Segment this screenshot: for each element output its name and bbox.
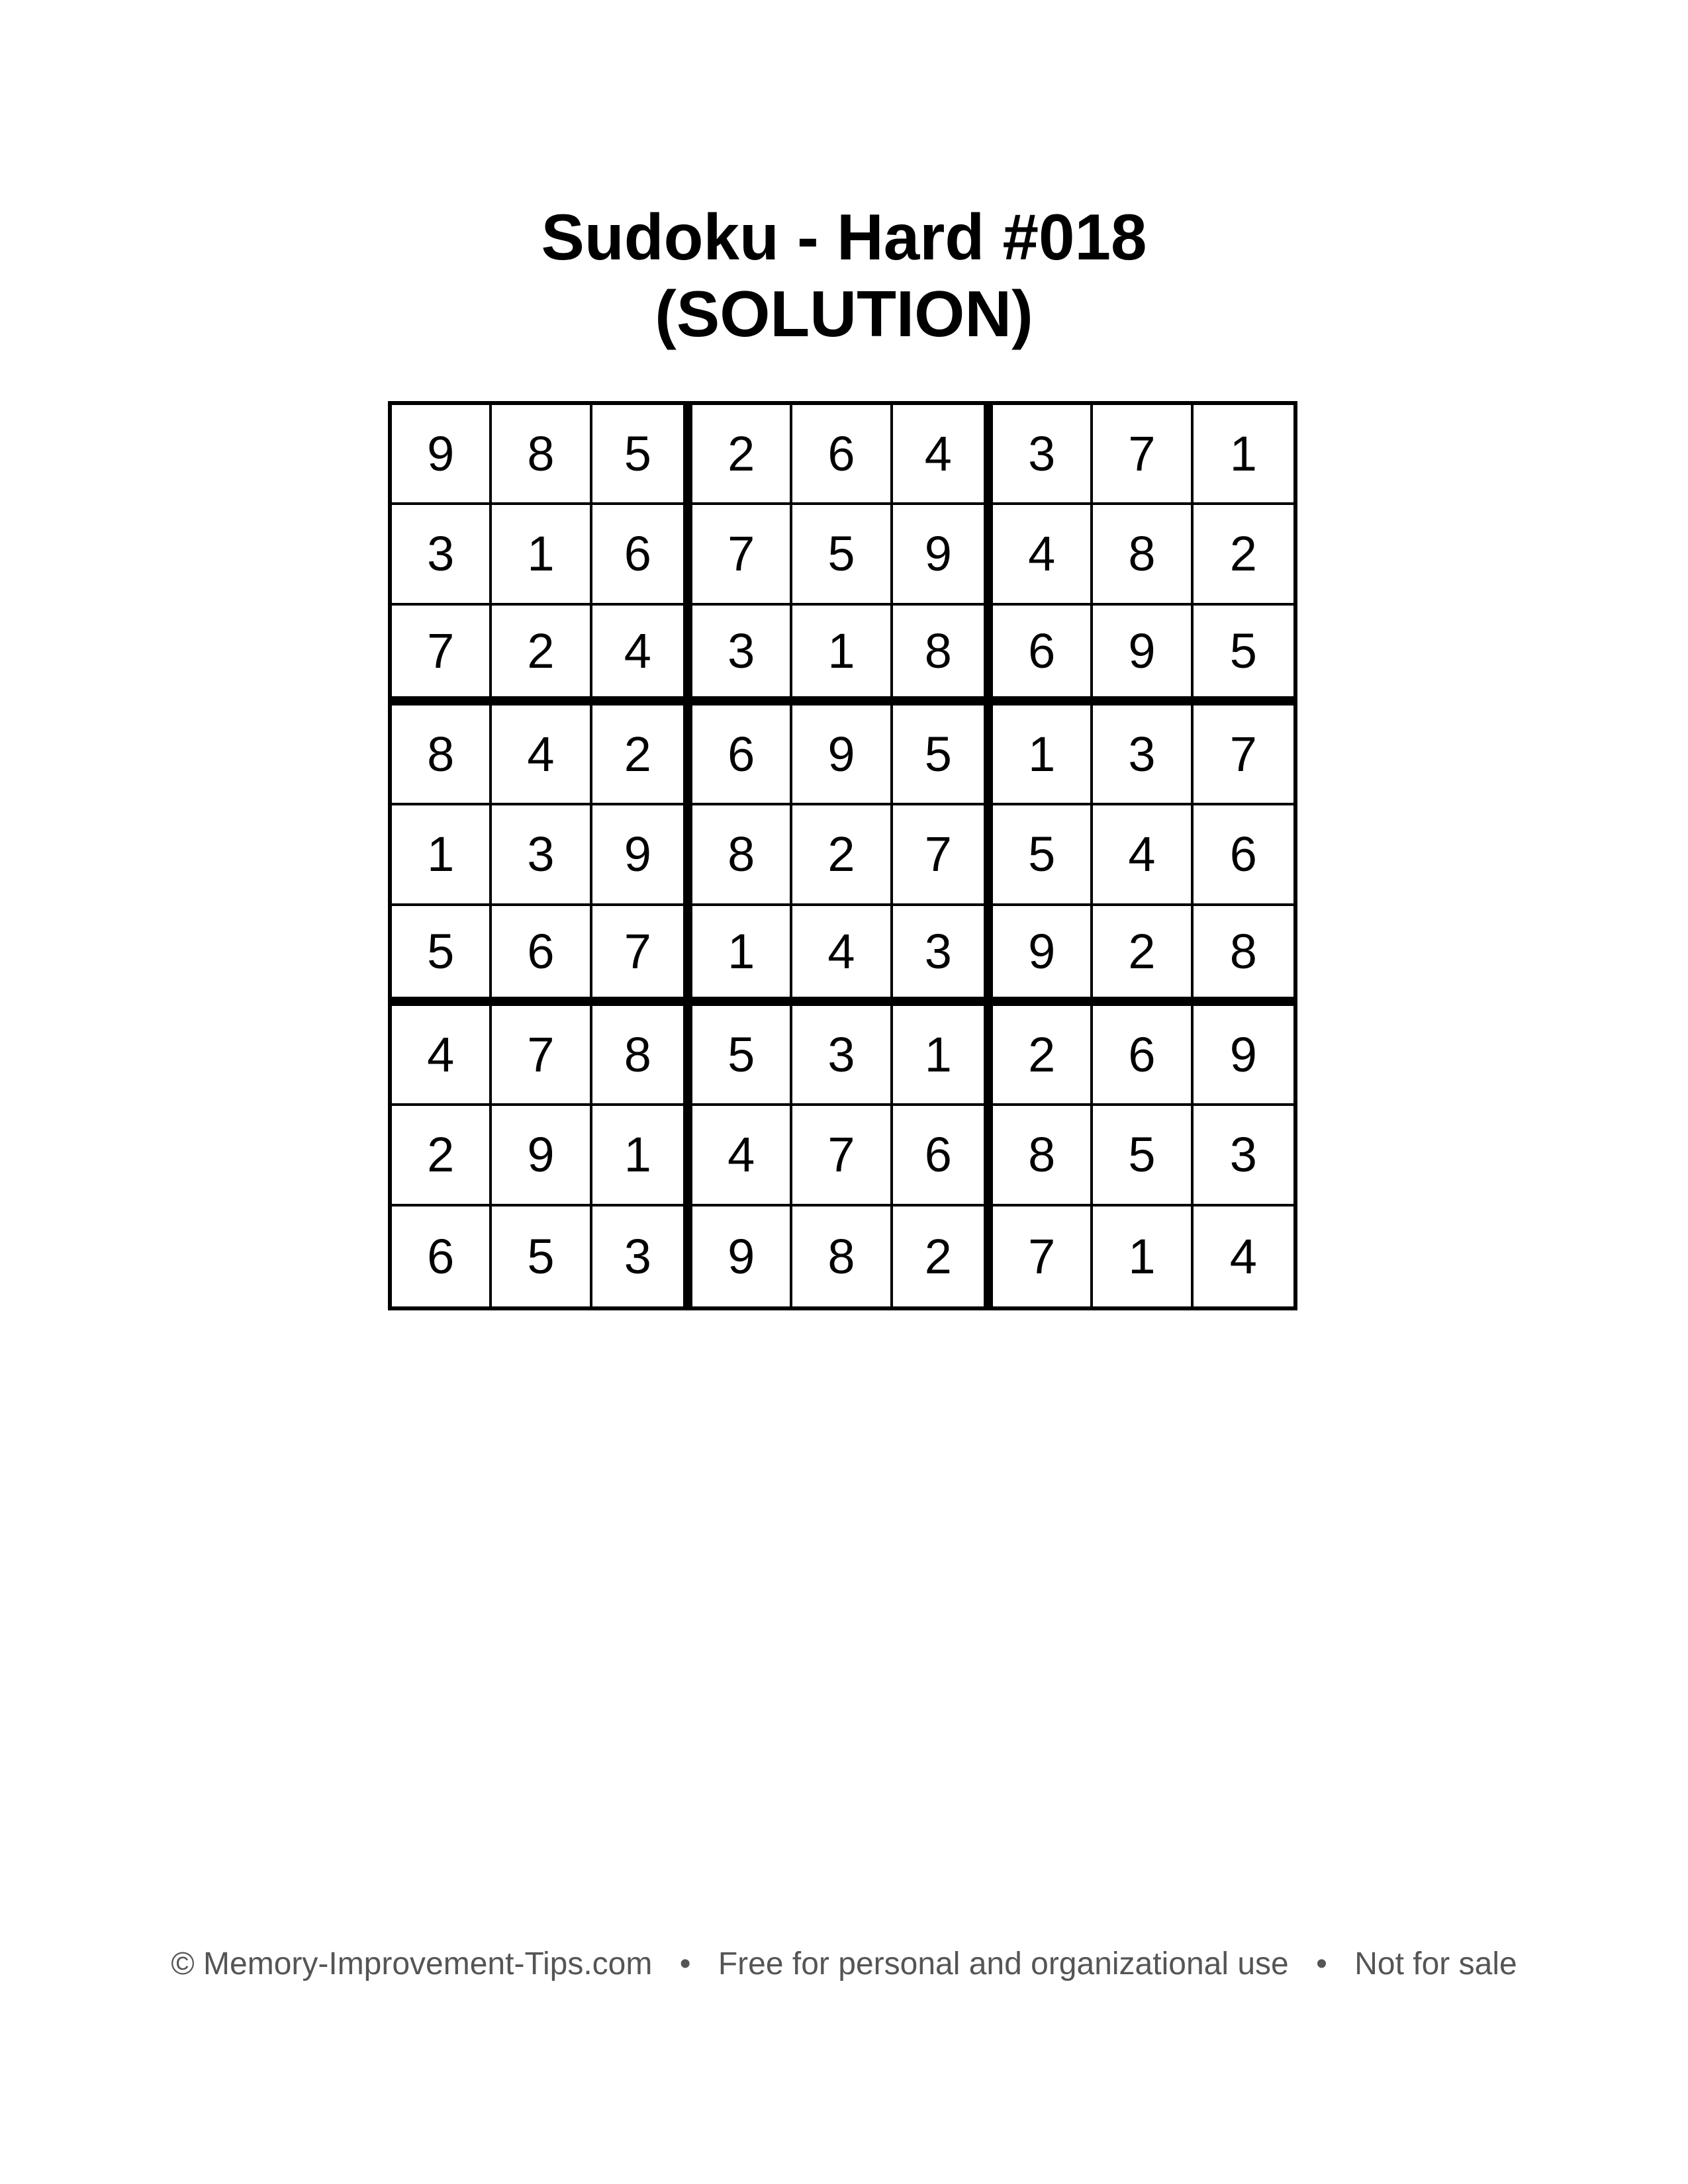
sudoku-cell-r5-c5: 2 — [792, 805, 892, 905]
sudoku-cell-r5-c6: 7 — [893, 805, 993, 905]
sudoku-cell-r2-c4: 7 — [692, 505, 792, 605]
footer-separator-2: • — [1316, 1946, 1327, 1981]
page-title — [0, 199, 1688, 352]
sudoku-cell-r6-c9: 8 — [1194, 906, 1293, 1006]
sudoku-cell-r4-c3: 2 — [592, 705, 692, 805]
sudoku-cell-r1-c2: 8 — [492, 405, 592, 505]
sudoku-cell-r8-c4: 4 — [692, 1106, 792, 1206]
sudoku-cell-r1-c6: 4 — [893, 405, 993, 505]
sudoku-cell-r8-c2: 9 — [492, 1106, 592, 1206]
sudoku-cell-r5-c3: 9 — [592, 805, 692, 905]
sudoku-cell-r4-c2: 4 — [492, 705, 592, 805]
sudoku-cell-r9-c8: 1 — [1093, 1206, 1193, 1306]
footer-copyright: © Memory-Improvement-Tips.com — [171, 1946, 653, 1981]
sudoku-cell-r3-c6: 8 — [893, 606, 993, 705]
sudoku-cell-r9-c3: 3 — [592, 1206, 692, 1306]
sudoku-cell-r6-c1: 5 — [392, 906, 492, 1006]
sudoku-cell-r6-c4: 1 — [692, 906, 792, 1006]
sudoku-cell-r4-c7: 1 — [993, 705, 1093, 805]
sudoku-cell-r8-c1: 2 — [392, 1106, 492, 1206]
sudoku-cell-r3-c7: 6 — [993, 606, 1093, 705]
sudoku-cell-r8-c9: 3 — [1194, 1106, 1293, 1206]
sudoku-cell-r9-c5: 8 — [792, 1206, 892, 1306]
sudoku-cell-r7-c6: 1 — [893, 1006, 993, 1106]
sudoku-cell-r6-c3: 7 — [592, 906, 692, 1006]
sudoku-cell-r6-c8: 2 — [1093, 906, 1193, 1006]
sudoku-cell-r7-c8: 6 — [1093, 1006, 1193, 1106]
footer-separator-1: • — [679, 1946, 691, 1981]
sudoku-cell-r5-c4: 8 — [692, 805, 792, 905]
sudoku-cell-r9-c4: 9 — [692, 1206, 792, 1306]
footer-sale: Not for sale — [1354, 1946, 1517, 1981]
sudoku-cell-r3-c2: 2 — [492, 606, 592, 705]
sudoku-cell-r9-c9: 4 — [1229, 1228, 1257, 1284]
sudoku-cell-r5-c2: 3 — [492, 805, 592, 905]
sudoku-cell-r7-c3: 8 — [592, 1006, 692, 1106]
sudoku-cell-r4-c9: 7 — [1194, 705, 1293, 805]
sudoku-cell-r8-c8: 5 — [1093, 1106, 1193, 1206]
sudoku-cell-r4-c4: 6 — [692, 705, 792, 805]
sudoku-cell-r2-c9: 2 — [1194, 505, 1293, 605]
sudoku-cell-r6-c2: 6 — [492, 906, 592, 1006]
footer-usage: Free for personal and organizational use — [718, 1946, 1289, 1981]
sudoku-cell-r9-c1: 6 — [392, 1206, 492, 1306]
sudoku-cell-r7-c5: 3 — [792, 1006, 892, 1106]
sudoku-cell-r7-c9: 9 — [1194, 1006, 1293, 1106]
sudoku-cell-r7-c1: 4 — [392, 1006, 492, 1106]
sudoku-cell-r9-c7: 7 — [993, 1206, 1093, 1306]
sudoku-cell-r2-c7: 4 — [993, 505, 1093, 605]
sudoku-cell-r3-c1: 7 — [392, 606, 492, 705]
sudoku-cell-r6-c5: 4 — [792, 906, 892, 1006]
sudoku-cell-r1-c4: 2 — [692, 405, 792, 505]
sudoku-cell-r8-c5: 7 — [792, 1106, 892, 1206]
sudoku-cell-r1-c1: 9 — [392, 405, 492, 505]
sudoku-cell-r8-c7: 8 — [993, 1106, 1093, 1206]
sudoku-cell-r4-c5: 9 — [792, 705, 892, 805]
sudoku-cell-r4-c6: 5 — [893, 705, 993, 805]
sudoku-cell-r2-c1: 3 — [392, 505, 492, 605]
sudoku-cell-r3-c5: 1 — [792, 606, 892, 705]
sudoku-cell-r2-c5: 5 — [792, 505, 892, 605]
sudoku-board — [388, 401, 1297, 1310]
sudoku-cell-r1-c5: 6 — [792, 405, 892, 505]
sudoku-cell-r1-c7: 3 — [993, 405, 1093, 505]
sudoku-cell-r8-c6: 6 — [893, 1106, 993, 1206]
sudoku-cell-r2-c8: 8 — [1093, 505, 1193, 605]
sudoku-cell-r3-c3: 4 — [592, 606, 692, 705]
title-line-2: (SOLUTION) — [655, 277, 1033, 350]
footer — [0, 1946, 1688, 1982]
sudoku-cell-r1-c9: 1 — [1194, 405, 1293, 505]
sudoku-cell-r8-c3: 1 — [592, 1106, 692, 1206]
sudoku-cell-r5-c8: 4 — [1093, 805, 1193, 905]
sudoku-cell-r4-c1: 8 — [392, 705, 492, 805]
sudoku-cell-r9-c6: 2 — [893, 1206, 993, 1306]
sudoku-cell-r3-c9: 5 — [1194, 606, 1293, 705]
sudoku-cell-r5-c9: 6 — [1194, 805, 1293, 905]
sudoku-cell-r7-c7: 2 — [993, 1006, 1093, 1106]
sudoku-cell-r2-c6: 9 — [893, 505, 993, 605]
title-line-1: Sudoku - Hard #018 — [541, 201, 1147, 273]
sudoku-cell-r6-c6: 3 — [893, 906, 993, 1006]
sudoku-cell-r2-c2: 1 — [492, 505, 592, 605]
sudoku-cell-r9-c2: 5 — [492, 1206, 592, 1306]
sudoku-cell-r7-c2: 7 — [492, 1006, 592, 1106]
sudoku-cell-r1-c8: 7 — [1093, 405, 1193, 505]
sudoku-cell-r5-c1: 1 — [392, 805, 492, 905]
sudoku-cell-r1-c3: 5 — [592, 405, 692, 505]
sudoku-cell-r3-c4: 3 — [692, 606, 792, 705]
sudoku-cell-r3-c8: 9 — [1093, 606, 1193, 705]
sudoku-cell-r5-c7: 5 — [993, 805, 1093, 905]
sudoku-cell-r2-c3: 6 — [592, 505, 692, 605]
sudoku-cell-r4-c8: 3 — [1093, 705, 1193, 805]
sudoku-cell-r7-c4: 5 — [692, 1006, 792, 1106]
sudoku-cell-r6-c7: 9 — [993, 906, 1093, 1006]
